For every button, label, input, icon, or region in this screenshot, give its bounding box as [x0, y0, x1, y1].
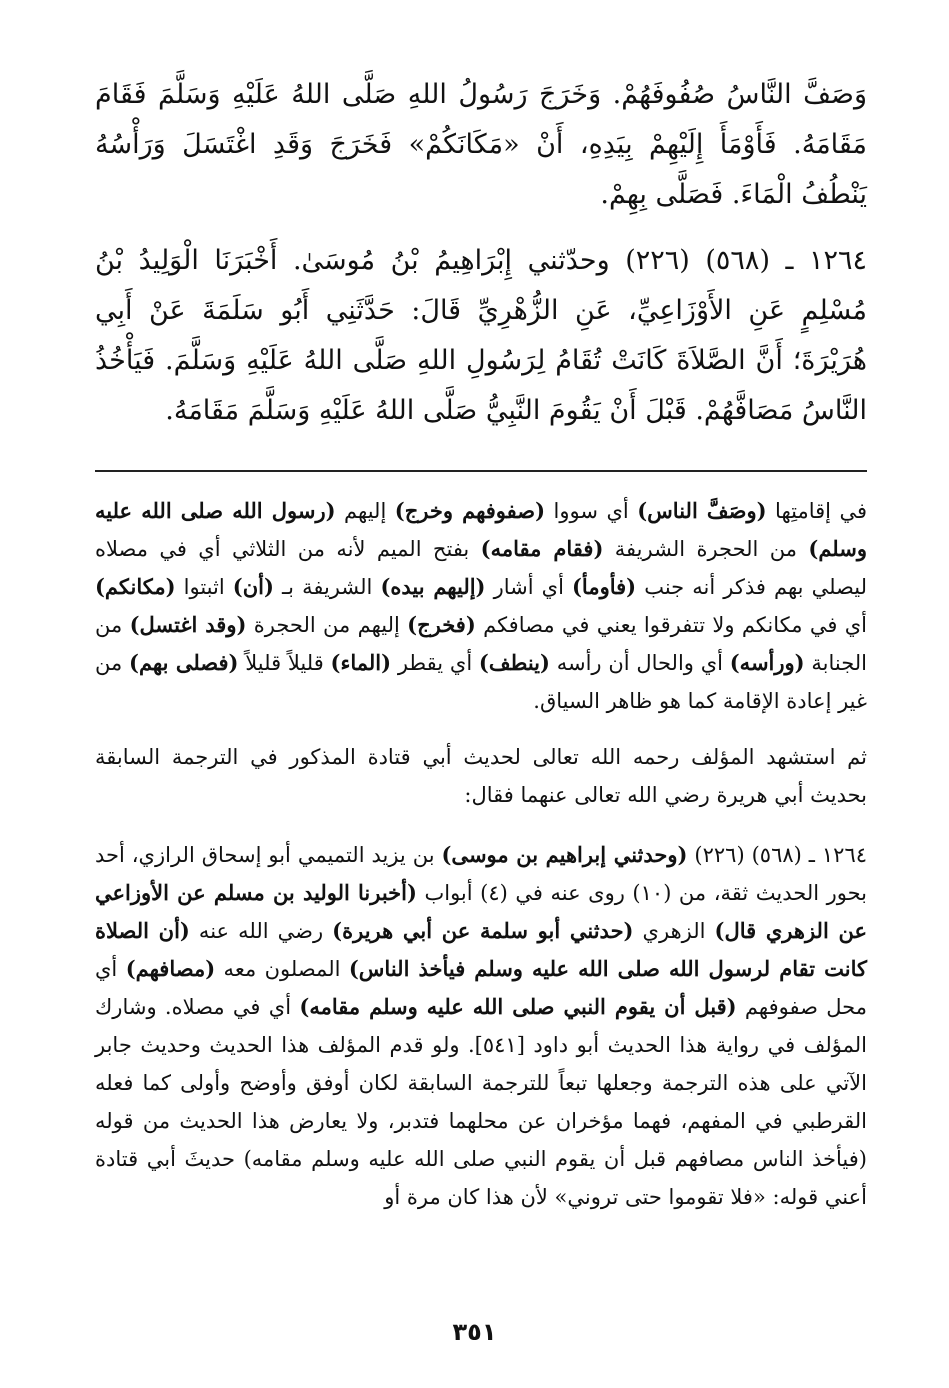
commentary-paragraph-3: [95, 836, 867, 1216]
commentary-text: ١٢٦٤ ـ (٥٦٨) (٢٢٦): [687, 843, 868, 867]
hadith-paragraph-2: ١٢٦٤ ـ (٥٦٨) (٢٢٦) وحدّثني إِبْرَاهِيمُ بْنُ مُوسَىٰ. أَخْبَرَنَا الْوَلِيدُ بْنُ مُسْلِمٍ عَنِ الأَوْزَاعِيِّ، عَنِ الزُّهْرِيِّ قَالَ: حَدَّثَنِي أَبُو سَلَمَةَ عَنْ أَبِي هُرَيْرَةَ؛ أَنَّ الصَّلاَةَ كَانَتْ تُقَامُ لِرَسُولِ اللهِ صَلَّى اللهُ عَلَيْهِ وَسَلَّمَ. فَيَأْخُذُ النَّاسُ مَصَافَّهُمْ. قَبْلَ أَنْ يَقُومَ النَّبِيُّ صَلَّى اللهُ عَلَيْهِ وَسَلَّمَ مَقَامَهُ.: [95, 245, 868, 426]
quoted-matn-phrase: (مكانكم): [95, 574, 176, 599]
commentary-text: من الجنابة: [95, 613, 867, 675]
commentary-text: ثم استشهد المؤلف رحمه الله تعالى لحديث أبي قتادة المذكور في الترجمة السابقة بحديث أبي هريرة رضي الله تعالى عنهما فقال:: [95, 745, 867, 807]
quoted-matn-phrase: (أن الصلاة كانت تقام لرسول الله صلى الله عليه وسلم فيأخذ الناس): [95, 918, 868, 981]
commentary-text: أي في مكانكم ولا تتفرقوا يعني في مصافكم: [475, 613, 867, 637]
page-number: ٣٥١: [452, 1318, 497, 1346]
commentary-text: أي يقطر: [391, 651, 479, 675]
commentary-text: أي سووا: [545, 499, 638, 523]
quoted-matn-phrase: (فخرج): [407, 612, 476, 637]
quoted-matn-phrase: (حدثني أبو سلمة عن أبي هريرة): [332, 918, 634, 943]
hadith-paragraph-1: وَصَفَّ النَّاسُ صُفُوفَهُمْ. وَخَرَجَ رَسُولُ اللهِ صَلَّى اللهُ عَلَيْهِ وَسَلَّمَ فَقَامَ مَقَامَهُ. فَأَوْمَأَ إِلَيْهِمْ بِيَدِهِ، أَنْ «مَكَانَكُمْ» فَخَرَجَ وَقَدِ اغْتَسَلَ وَرَأْسُهُ يَنْطُفُ الْمَاءَ. فَصَلَّى بِهِمْ.: [95, 79, 867, 210]
quoted-matn-phrase: (قبل أن يقوم النبي صلى الله عليه وسلم مقامه): [299, 994, 737, 1019]
commentary-text: رضي الله عنه: [189, 919, 333, 943]
quoted-matn-phrase: (أن): [232, 574, 274, 599]
quoted-matn-phrase: (أخبرنا الوليد بن مسلم عن الأوزاعي عن الزهري قال): [95, 880, 868, 943]
commentary-text: أي والحال أن رأسه: [549, 651, 730, 675]
quoted-matn-phrase: (وقد اغتسل): [129, 612, 247, 637]
commentary-text: أي أشار: [485, 575, 572, 599]
quoted-matn-phrase: (ينطف): [478, 650, 550, 675]
quoted-matn-phrase: (فقام مقامه): [480, 536, 604, 561]
commentary-text: الزهري: [633, 919, 715, 943]
commentary-text: من غير إعادة الإقامة كما هو ظاهر السياق.: [95, 651, 867, 713]
quoted-matn-phrase: (صفوفهم وخرج): [394, 498, 546, 523]
commentary-text: قليلاً قليلاً: [238, 651, 331, 675]
quoted-matn-phrase: (وحدثني إبراهيم بن موسى): [441, 842, 688, 867]
quoted-matn-phrase: (مصافهم): [125, 956, 216, 981]
commentary-text: في إقامتِها: [766, 499, 868, 523]
quoted-matn-phrase: (ورأسه): [729, 650, 805, 675]
commentary-text: من الحجرة الشريفة: [603, 537, 809, 561]
quoted-matn-phrase: (رسول الله صلى الله عليه وسلم): [95, 498, 867, 561]
commentary-text: أي في مصلاه. وشارك المؤلف في رواية هذا الحديث أبو داود [٥٤١]. ولو قدم المؤلف هذا الحديث وحديث جابر الآتي على هذه الترجمة وجعلها تبعاً للترجمة السابقة لكان أوفق وأوضح وأولى كما فعله القرطبي في المفهم، فهما مؤخران عن محلهما فتدبر، ولا يعارض هذا الحديث من قوله (فيأخذ الناس مصافهم قبل أن يقوم النبي صلى الله عليه وسلم مقامه) حديثَ أبي قتادة أعني قوله: «فلا تقوموا حتى تروني» لأن هذا كان مرة أو: [95, 995, 867, 1209]
commentary-text: إليهم: [335, 499, 395, 523]
commentary-text: اثبتوا: [175, 575, 233, 599]
commentary-text: بفتح الميم لأنه من الثلاثي أي في مصلاه ليصلي بهم فذكر أنه جنب: [95, 537, 867, 599]
quoted-matn-phrase: (إليهم بيده): [380, 574, 486, 599]
commentary-paragraph-2: [95, 738, 867, 814]
quoted-matn-phrase: (فأومأ): [572, 574, 637, 599]
quoted-matn-phrase: (وصَفَّ الناس): [637, 498, 767, 523]
commentary-text: المصلون معه: [215, 957, 349, 981]
commentary-paragraph-1: [95, 492, 867, 720]
commentary-text: أي محل صفوفهم: [95, 957, 867, 1019]
quoted-matn-phrase: (الماء): [330, 650, 392, 675]
commentary-text: بن يزيد التميمي أبو إسحاق الرازي، أحد بحور الحديث ثقة، من (١٠) روى عنه في (٤) أبواب: [95, 843, 867, 905]
page-body: [95, 70, 867, 1216]
commentary-text: إليهم من الحجرة: [246, 613, 408, 637]
quoted-matn-phrase: (فصلى بهم): [129, 650, 239, 675]
footnote-divider: [95, 470, 867, 472]
commentary-text: الشريفة بـ: [273, 575, 381, 599]
